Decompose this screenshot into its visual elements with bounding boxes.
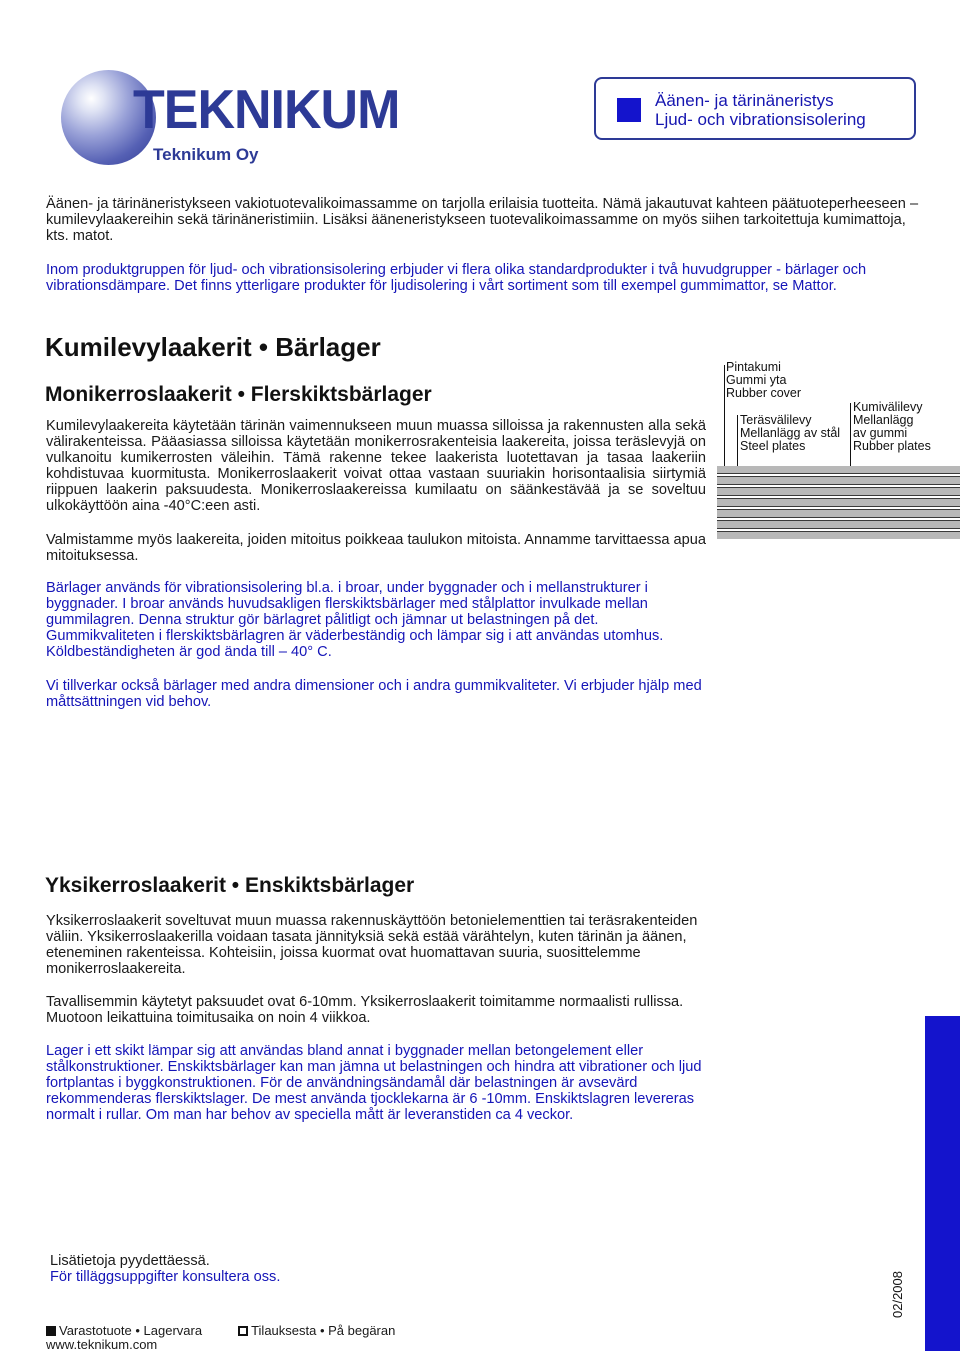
stock-legend-label: Varastotuote • Lagervara <box>59 1323 203 1338</box>
rubber-layer <box>717 477 960 484</box>
more-info-sv: För tilläggsuppgifter konsultera oss. <box>50 1269 281 1285</box>
topic-badge <box>594 77 916 140</box>
section-title-bearings: Kumilevylaakerit • Bärlager <box>45 332 381 362</box>
label-rubber-plates-en: Rubber plates <box>853 439 931 453</box>
label-rubber-cover-en: Rubber cover <box>726 386 802 400</box>
badge-square-icon <box>617 98 641 122</box>
rubber-layer <box>717 532 960 539</box>
multilayer-paragraph-sv-2: Vi tillverkar också bärlager med andra dimensioner och i andra gummikvaliteter. Vi erbjuder hjälp med måttsättningen vid behov. <box>46 678 702 710</box>
label-rubber-plates-sv-1: Mellanlägg <box>853 413 914 427</box>
section-title-single-layer: Yksikerroslaakerit • Enskiktsbärlager <box>45 874 415 897</box>
more-info-block <box>50 1253 280 1285</box>
intro-paragraph-sv: Inom produktgruppen för ljud- och vibrationsisolering erbjuder vi flera olika standardprodukter i två huvudgrupper - bärlager och vibrationsdämpare. Det finns ytterligare produkter för ljudisolering i vårt sortiment som till exempel gummimattor, se Mattor. <box>46 262 867 294</box>
rubber-layer <box>717 499 960 506</box>
label-rubber-cover <box>726 361 801 400</box>
rubber-layer <box>717 488 960 495</box>
logo-brand-text: TEKNIKUM <box>133 79 400 141</box>
bearing-layer-stack <box>717 466 960 539</box>
website-link[interactable]: www.teknikum.com <box>46 1337 158 1351</box>
order-legend-label: Tilauksesta • På begäran <box>251 1323 396 1338</box>
intro-paragraph-fi: Äänen- ja tärinäneristykseen vakiotuotevalikoimassamme on tarjolla erilaisia tuotteita. Nämä jakautuvat kahteen päätuoteperheeseen – kumilevylaakereihin sekä tärinäneristimiin. Lisäksi ääneneristykseen tuotevalikoimassamme on myös siihen tarkoitettuja kumimattoja, kts. matot. <box>46 196 919 244</box>
availability-legend <box>46 1323 395 1338</box>
multilayer-paragraph-fi-1: Kumilevylaakereita käytetään tärinän vaimennukseen muun muassa silloissa ja rakennusten alla sekä välirakenteissa. Pääasiassa silloissa käytetään monikerrosrakenteisia laakereita, joissa teräslevyjä on vulkanoitu kumikerrosten väleihin. Tämä rakenne tekee laakerista luotettavan ja tasaa laakeriin kohdistuvaa kuormitusta. Monikerroslaakerit voivat ottaa vastaan suuriakin horisontaalisia siirtymiä riippuen laakerin paksuudesta. Monikerroslaakereissa kumilaatu on säänkestävää ja se soveltuu ulkokäyttöön aina -40°C:een asti. <box>46 418 706 514</box>
leader-line-rubber-cover <box>724 365 725 468</box>
single-layer-paragraph-fi-2: Tavallisemmin käytetyt paksuudet ovat 6-10mm. Yksikerroslaakerit toimitamme normaalisti rullissa. Muotoon leikattuina toimitusaika on noin 4 viikkoa. <box>46 994 684 1026</box>
badge-title-sv: Ljud- och vibrationsisolering <box>655 110 866 129</box>
rubber-layer <box>717 521 960 528</box>
logo-company-name: Teknikum Oy <box>153 145 259 164</box>
single-layer-paragraph-fi-1: Yksikerroslaakerit soveltuvat muun muassa rakennuskäyttöön betonielementtien tai teräsrakenteiden väliin. Yksikerroslaakerilla voidaan tasata jännityksiä sekä estää värähtelyn, kuten tärinän ja äänen, eteneminen rakenteissa. Kohteisiin, joissa kuormat ovat huomattavan suuria, suosittelemme monikerroslaakereita. <box>46 913 698 977</box>
label-rubber-cover-sv: Gummi yta <box>726 373 787 387</box>
label-steel-plates-sv: Mellanlägg av stål <box>740 426 841 440</box>
accent-bar <box>925 1016 960 1351</box>
label-steel-plates <box>740 414 840 453</box>
label-rubber-plates <box>853 401 931 453</box>
multilayer-paragraph-sv-1: Bärlager används för vibrationsisolering bl.a. i broar, under byggnader och i mellanstrukturer i byggnader. I broar används huvudsakligen flerskiktsbärlager med stålplattor invulkade mellan gummilagren. Denna struktur gör bärlagret pålitligt och jämnar ut belastningen på det. Gummikvaliteten i flerskiktsbärlagren är väderbeständig och lämpar sig i att användas utomhus. Köldbeständigheten är god ända till – 40° C. <box>46 580 664 660</box>
stock-square-icon <box>46 1326 56 1336</box>
single-layer-paragraph-sv: Lager i ett skikt lämpar sig att användas bland annat i byggnader mellan betongelement eller stålkonstruktioner. Enskiktsbärlager kan man jämna ut belastningen och hindra att vibrationer och ljud fortplantas i byggkonstruktionen. För de användningsändamål där belastningen är avsevärd rekommenderas flerskiktslager. De mest använda tjocklekarna är 6 -10mm. Enskiktslagren levereras normalt i rullar. Om man har behov av speciella mått är leveranstiden ca 4 veckor. <box>46 1043 702 1123</box>
label-rubber-plates-fi: Kumivälilevy <box>853 400 923 414</box>
label-steel-plates-fi: Teräsvälilevy <box>740 413 812 427</box>
label-rubber-plates-sv-2: av gummi <box>853 426 908 440</box>
more-info-fi: Lisätietoja pyydettäessä. <box>50 1253 210 1269</box>
rubber-layer <box>717 466 960 473</box>
order-square-icon <box>238 1326 248 1336</box>
date-code: 02/2008 <box>890 1271 905 1318</box>
label-rubber-cover-fi: Pintakumi <box>726 360 781 374</box>
rubber-layer <box>717 510 960 517</box>
subsection-title-multilayer: Monikerroslaakerit • Flerskiktsbärlager <box>45 383 432 406</box>
badge-title-fi: Äänen- ja tärinäneristys <box>655 91 834 110</box>
bearing-layer-diagram <box>715 355 960 530</box>
label-steel-plates-en: Steel plates <box>740 439 806 453</box>
multilayer-paragraph-fi-2: Valmistamme myös laakereita, joiden mitoitus poikkeaa taulukon mitoista. Annamme tarvittaessa apua mitoituksessa. <box>46 532 707 564</box>
teknikum-logo <box>55 60 415 172</box>
